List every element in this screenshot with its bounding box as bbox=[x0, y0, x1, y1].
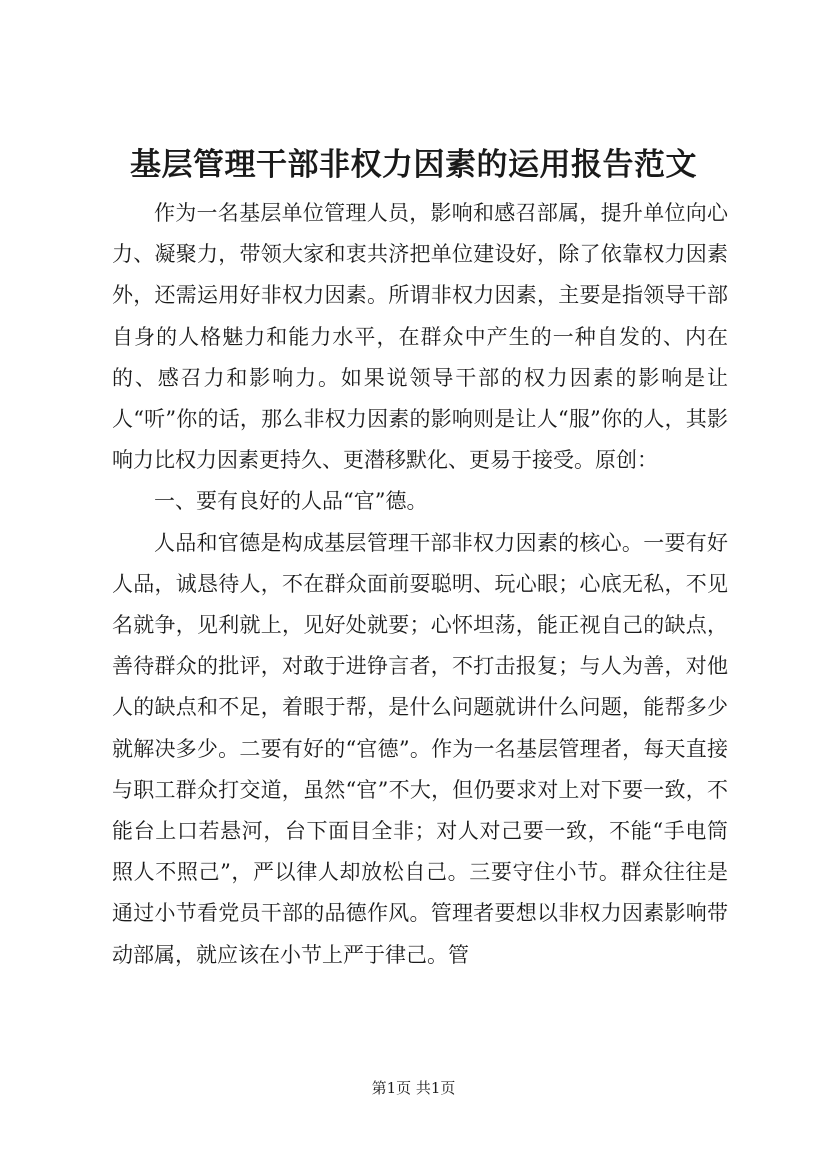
page-footer: 第1页 共1页 bbox=[371, 1079, 456, 1097]
document-body bbox=[112, 193, 728, 976]
paragraph-body-one: 人品和官德是构成基层管理干部非权力因素的核心。一要有好人品，诚恳待人，不在群众面前耍聪明、玩心眼；心底无私，不见名就争，见利就上，见好处就要；心怀坦荡，能正视自己的缺点，善待群众的批评，对敢于进铮言者，不打击报复；与人为善，对他人的缺点和不足，着眼于帮，是什么问题就讲什么问题，能帮多少就解决多少。二要有好的“官德”。作为一名基层管理者，每天直接与职工群众打交道，虽然“官”不大，但仍要求对上对下要一致，不能台上口若悬河，台下面目全非；对人对己要一致，不能“手电筒照人不照己”，严以律人却放松自己。三要守住小节。群众往往是通过小节看党员干部的品德作风。管理者要想以非权力因素影响带动部属，就应该在小节上严于律己。管 bbox=[112, 530, 728, 967]
paragraph-intro: 作为一名基层单位管理人员，影响和感召部属，提升单位向心力、凝聚力，带领大家和衷共济把单位建设好，除了依靠权力因素外，还需运用好非权力因素。所谓非权力因素，主要是指领导干部自身的人格魅力和能力水平，在群众中产生的一种自发的、内在的、感召力和影响力。如果说领导干部的权力因素的影响是让人“听”你的话，那么非权力因素的影响则是让人“服”你的人，其影响力比权力因素更持久、更潜移默化、更易于接受。原创： bbox=[112, 201, 728, 473]
document-title: 基层管理干部非权力因素的运用报告范文 bbox=[130, 147, 697, 183]
paragraph-heading-one: 一、要有良好的人品“官”德。 bbox=[154, 489, 428, 514]
